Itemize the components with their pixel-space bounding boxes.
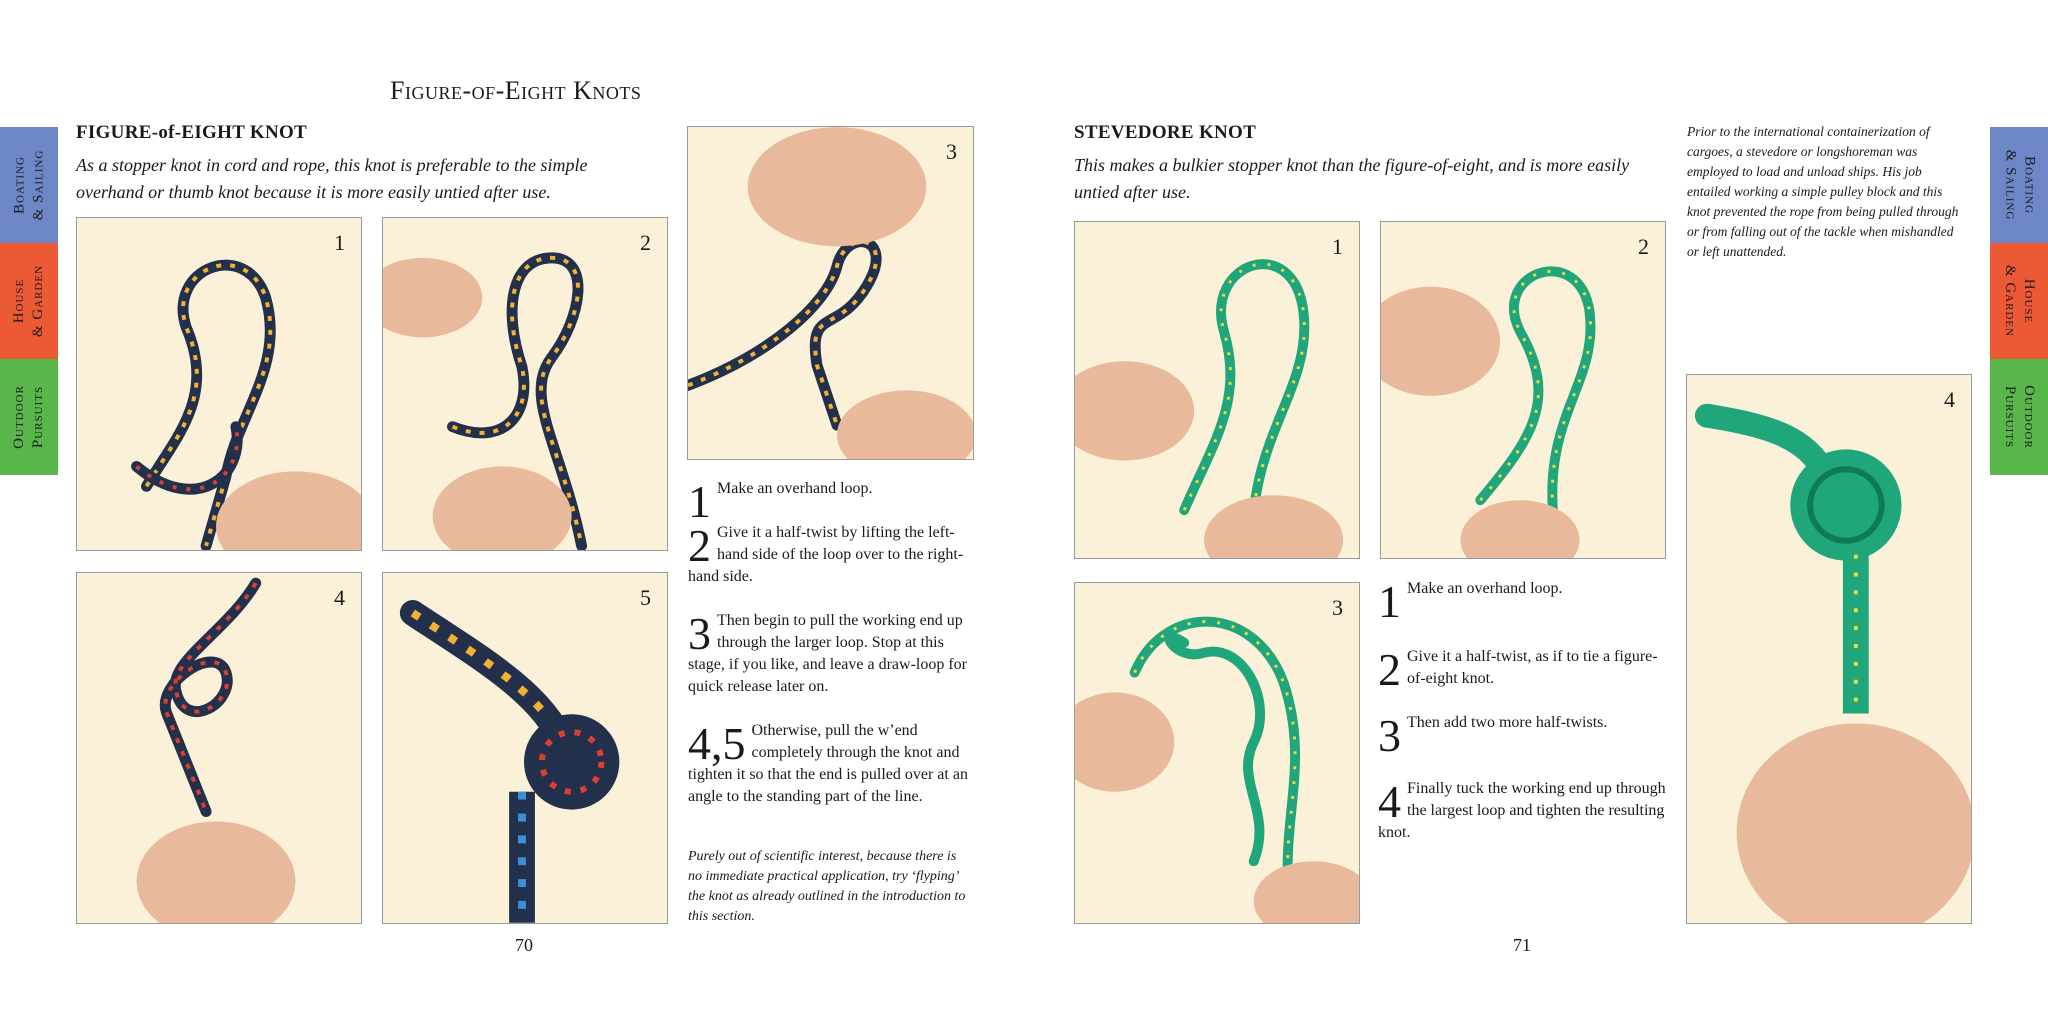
step-number: 4 [1378,776,1401,827]
photo-number: 4 [1944,387,1955,412]
right-step-3 [1378,710,1668,761]
green-rope-twist-illustration [1381,222,1665,558]
book-section-title: Figure-of-Eight Knots [390,76,642,105]
rope-twist-illustration [383,218,667,550]
tab-house-garden-left[interactable] [0,243,58,359]
photo-number: 5 [640,585,651,610]
step-text: Make an overhand loop. [717,480,873,497]
stevedore-sidenote: Prior to the international containerization of cargoes, a stevedore or longshoreman was employed to load and unload ships. His job entailed working a simple pulley block and this knot prevented the rope from being pulled through or from falling out of the tackle when mishandled or left unattended. [1687,124,1959,259]
photo-number: 3 [946,139,957,164]
photo-stevedore-step-1 [1074,221,1360,559]
step-number: 1 [1378,576,1401,627]
right-step-1 [1378,576,1668,627]
green-rope-half-twists-illustration [1075,583,1359,923]
step-number: 2 [688,520,711,571]
step-text: Otherwise, pull the w’end completely through the knot and tighten it so that the end is pulled over at an angle to the standing part of the line. [688,722,968,805]
tab-label: Boating & Sailing [2002,149,2038,221]
photo-figure-eight-step-5 [382,572,668,924]
step-text: Finally tuck the working end up through the largest loop and tighten the resulting knot. [1378,780,1666,841]
photo-number: 2 [640,230,651,255]
tab-label: Outdoor Pursuits [11,385,47,449]
right-intro: This makes a bulkier stopper knot than the figure-of-eight, and is more easily untied after use. [1074,155,1630,202]
photo-number: 2 [1638,234,1649,259]
step-text: Give it a half-twist by lifting the left-hand side of the loop over to the right-hand side. [688,524,964,585]
photo-number: 1 [334,230,345,255]
green-rope-loop-illustration [1075,222,1359,558]
photo-figure-eight-step-2 [382,217,668,551]
tab-outdoor-pursuits-left[interactable] [0,359,58,475]
step-number: 4,5 [688,718,746,769]
page-number-right: 71 [1513,935,1531,955]
photo-figure-eight-step-1 [76,217,362,551]
photo-figure-eight-step-4 [76,572,362,924]
left-heading: FIGURE-of-EIGHT KNOT [76,122,308,143]
tab-outdoor-pursuits-right[interactable] [1990,359,2048,475]
left-intro: As a stopper knot in cord and rope, this knot is preferable to the simple overhand or thumb knot because it is more easily untied after use. [76,155,588,202]
photo-number: 4 [334,585,345,610]
right-heading: STEVEDORE KNOT [1074,122,1257,143]
photo-figure-eight-step-3 [687,126,974,460]
step-number: 2 [1378,644,1401,695]
rope-loop-illustration [77,218,361,550]
tab-house-garden-right[interactable] [1990,243,2048,359]
step-number: 3 [1378,710,1401,761]
photo-stevedore-step-4 [1686,374,1972,924]
left-note: Purely out of scientific interest, because there is no immediate practical application, try ‘flyping’ the knot as already outlined in the introduction to this section. [688,849,966,924]
right-step-4 [1378,778,1668,844]
left-step-1 [688,476,973,527]
tab-boating-sailing-right[interactable] [1990,127,2048,243]
tab-label: House & Garden [11,264,47,338]
left-step-3 [688,610,973,698]
photo-number: 3 [1332,595,1343,620]
page-number-left: 70 [515,935,533,955]
step-text: Then begin to pull the working end up through the larger loop. Stop at this stage, if you like, and leave a draw-loop for quick release later on. [688,612,968,695]
step-text: Then add two more half-twists. [1407,714,1608,731]
tab-boating-sailing-left[interactable] [0,127,58,243]
step-number: 1 [688,476,711,527]
green-rope-finished-knot-illustration [1687,375,1971,923]
tab-label: Boating & Sailing [11,149,47,221]
right-step-2 [1378,644,1668,695]
photo-number: 1 [1332,234,1343,259]
photo-stevedore-step-2 [1380,221,1666,559]
left-step-4-5 [688,720,973,808]
step-number: 3 [688,608,711,659]
photo-stevedore-step-3 [1074,582,1360,924]
tab-label: Outdoor Pursuits [2002,385,2038,449]
rope-knot-illustration [77,573,361,923]
tab-label: House & Garden [2002,264,2038,338]
step-text: Give it a half-twist, as if to tie a figure-of-eight knot. [1407,648,1658,687]
rope-drawloop-illustration [688,127,973,459]
left-step-2 [688,522,973,588]
step-text: Make an overhand loop. [1407,580,1563,597]
rope-tightened-illustration [383,573,667,923]
